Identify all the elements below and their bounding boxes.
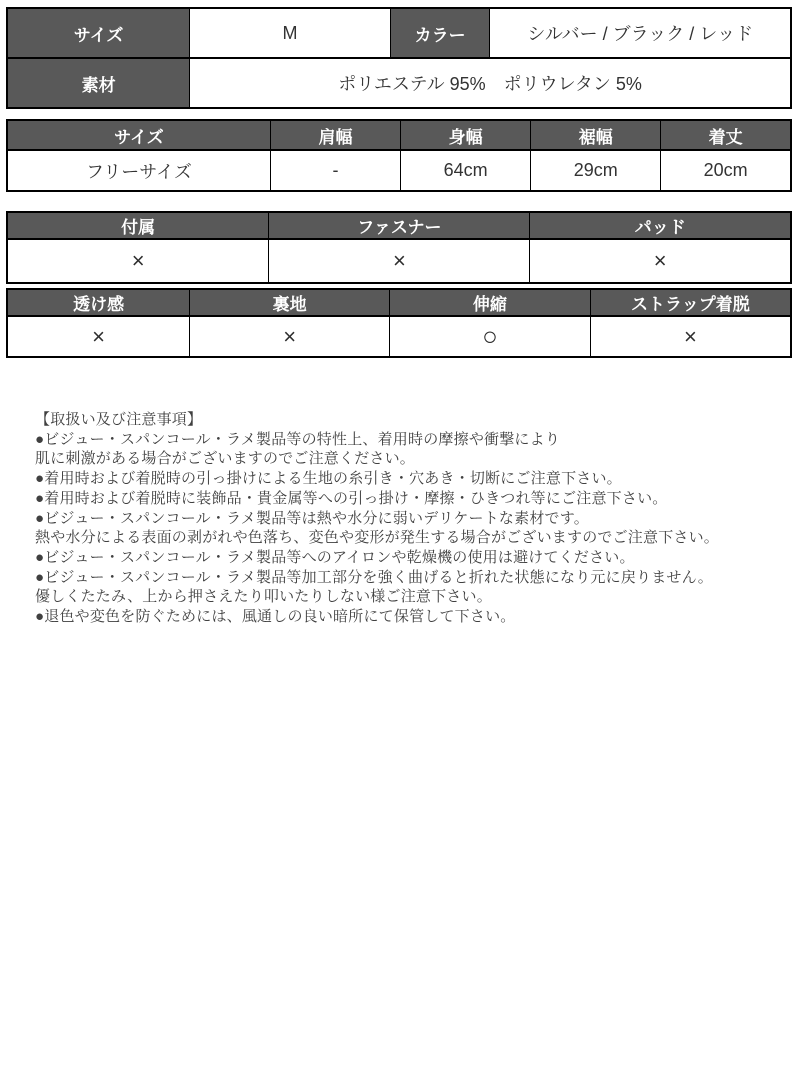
shoulder-width-header-cell: 肩幅 — [270, 120, 400, 150]
material-value-cell: ポリエステル 95% ポリウレタン 5% — [190, 58, 791, 108]
size-color-material-table — [6, 7, 792, 109]
features-table-2 — [6, 288, 792, 358]
table-header-row — [7, 289, 791, 316]
body-width-value-cell: 64cm — [401, 150, 531, 191]
care-note-line: ●ビジュー・スパンコール・ラメ製品等へのアイロンや乾燥機の使用は避けてください。 — [35, 548, 635, 566]
accessories-value-cell: × — [7, 239, 269, 283]
hem-width-value-cell: 29cm — [531, 150, 661, 191]
lining-header-cell: 裏地 — [190, 289, 390, 316]
lining-value-cell: × — [190, 316, 390, 357]
stretch-header-cell: 伸縮 — [390, 289, 591, 316]
care-note-line: 熱や水分による表面の剥がれや色落ち、変色や変形が発生する場合がございますのでご注意下さい。 — [35, 529, 720, 547]
pad-header-cell: パッド — [530, 212, 791, 239]
care-note-line: ●退色や変色を防ぐためには、風通しの良い暗所にて保管して下さい。 — [35, 608, 516, 626]
care-note-line: ●ビジュー・スパンコール・ラメ製品等は熱や水分に弱いデリケートな素材です。 — [35, 509, 589, 527]
length-header-cell: 着丈 — [661, 120, 791, 150]
table-row — [7, 8, 791, 58]
size-label-cell: サイズ — [7, 8, 190, 58]
color-value-cell: シルバー / ブラック / レッド — [490, 8, 791, 58]
table-row — [7, 58, 791, 108]
size-value-cell: M — [190, 8, 391, 58]
fastener-header-cell: ファスナー — [269, 212, 530, 239]
care-note-line: 肌に刺激がある場合がございますのでご注意ください。 — [35, 450, 416, 468]
table-header-row — [7, 120, 791, 150]
table-header-row — [7, 212, 791, 239]
care-note-line: ●着用時および着脱時に装飾品・貴金属等への引っ掛け・摩擦・ひきつれ等にご注意下さい。 — [35, 489, 668, 507]
table-row — [7, 239, 791, 283]
strap-detachable-header-cell: ストラップ着脱 — [590, 289, 791, 316]
body-width-header-cell: 身幅 — [401, 120, 531, 150]
care-note-line: ●着用時および着脱時の引っ掛けによる生地の糸引き・穴あき・切断にご注意下さい。 — [35, 470, 622, 488]
care-note-line: ●ビジュー・スパンコール・ラメ製品等の特性上、着用時の摩擦や衝撃により — [35, 430, 561, 448]
sheerness-header-cell: 透け感 — [7, 289, 190, 316]
care-note-line: ●ビジュー・スパンコール・ラメ製品等加工部分を強く曲げると折れた状態になり元に戻りません。 — [35, 568, 713, 586]
pad-value-cell: × — [530, 239, 791, 283]
care-notes-title: 【取扱い及び注意事項】 — [35, 411, 203, 428]
hem-width-header-cell: 裾幅 — [531, 120, 661, 150]
care-notes-section — [6, 410, 792, 627]
table-row — [7, 316, 791, 357]
material-label-cell: 素材 — [7, 58, 190, 108]
shoulder-width-value-cell: - — [270, 150, 400, 191]
length-value-cell: 20cm — [661, 150, 791, 191]
size-header-cell: サイズ — [7, 120, 270, 150]
accessories-header-cell: 付属 — [7, 212, 269, 239]
sheerness-value-cell: × — [7, 316, 190, 357]
size-value-cell: フリーサイズ — [7, 150, 270, 191]
measurements-table — [6, 119, 792, 192]
color-label-cell: カラー — [390, 8, 490, 58]
fastener-value-cell: × — [269, 239, 530, 283]
table-row — [7, 150, 791, 191]
stretch-value-cell: ○ — [390, 316, 591, 357]
care-note-line: 優しくたたみ、上から押さえたり叩いたりしない様ご注意下さい。 — [35, 588, 492, 606]
strap-detachable-value-cell: × — [590, 316, 791, 357]
features-table-1 — [6, 211, 792, 284]
